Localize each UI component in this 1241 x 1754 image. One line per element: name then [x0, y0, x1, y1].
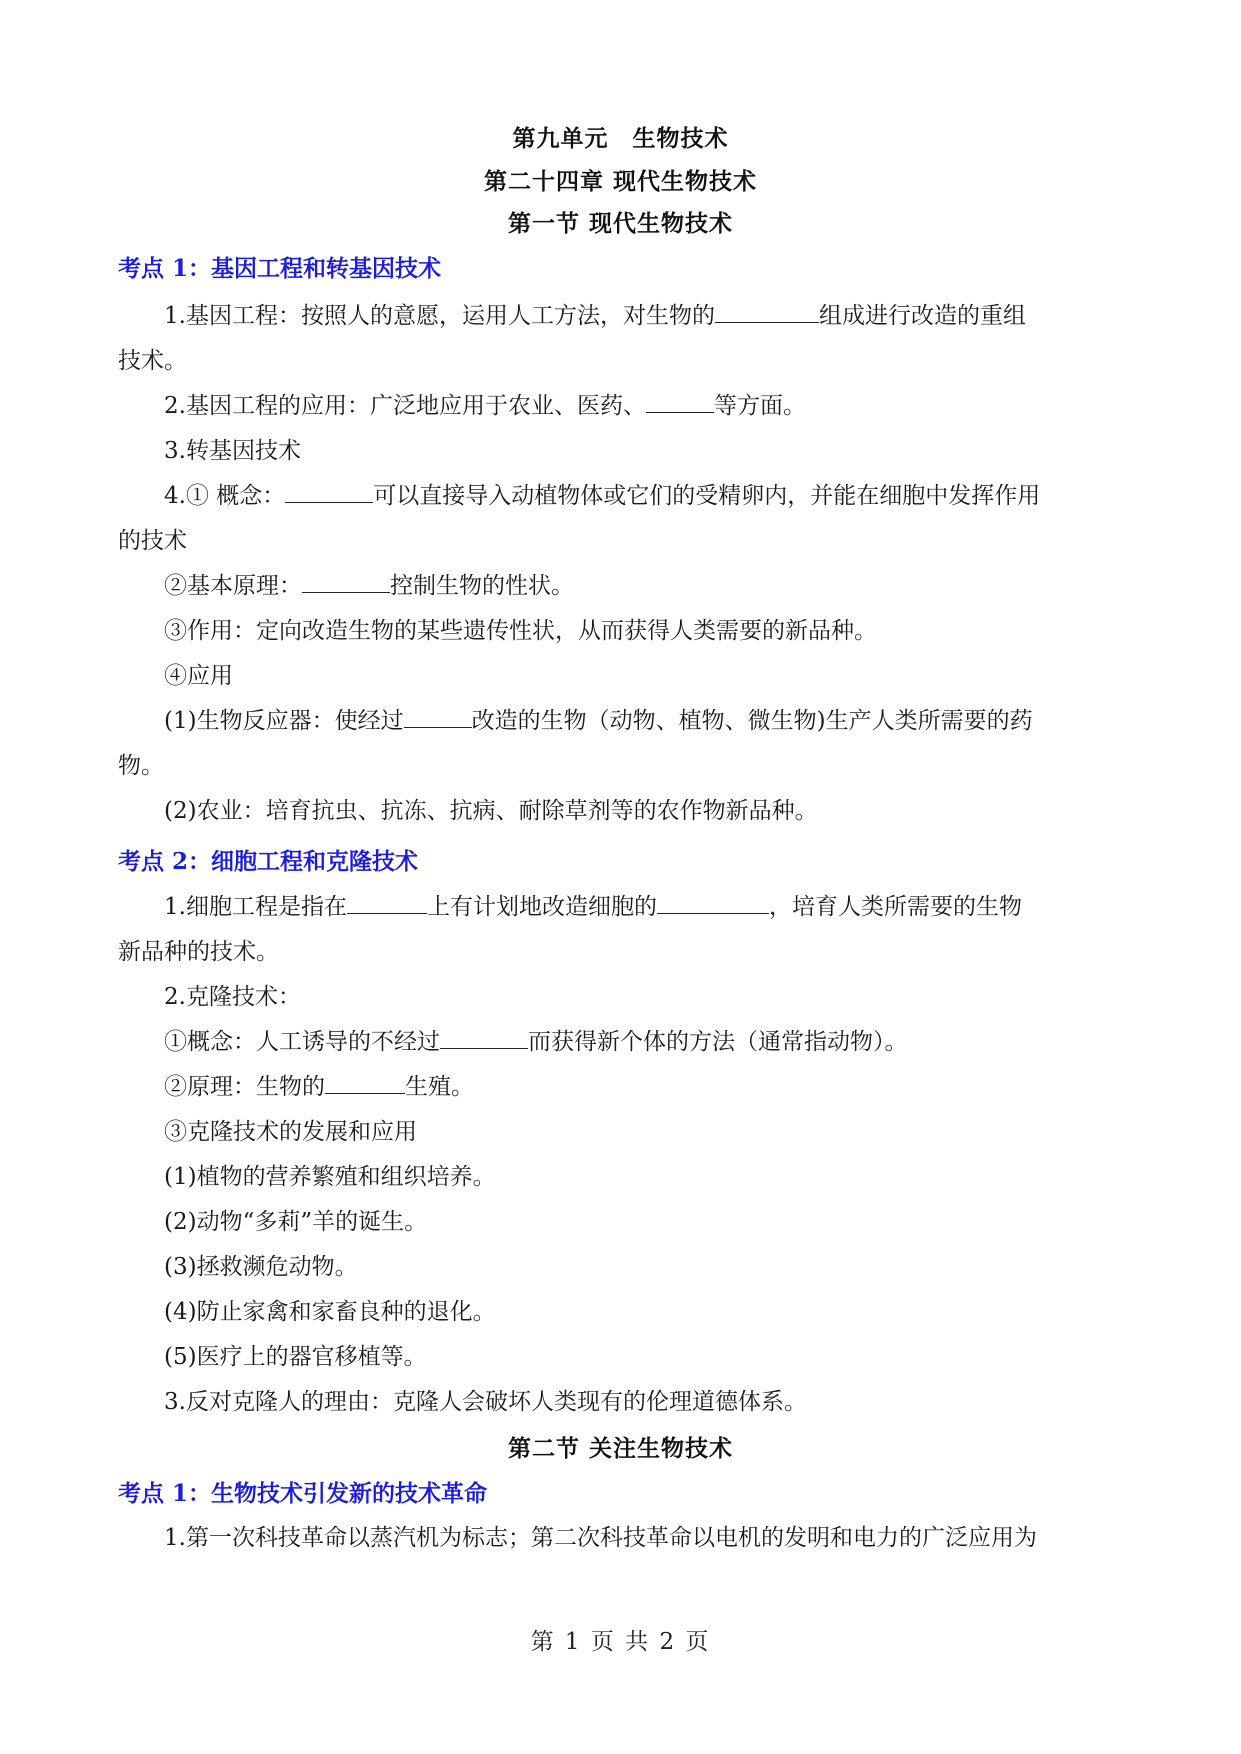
paragraph: 3.反对克隆人的理由：克隆人会破坏人类现有的伦理道德体系。	[164, 1389, 807, 1415]
paragraph	[164, 1073, 474, 1101]
text: ①概念：人工诱导的不经过	[164, 1029, 440, 1055]
text: 组成进行改造的重组	[818, 303, 1026, 329]
text: ，培育人类所需要的生物	[768, 894, 1022, 920]
text: 1.细胞工程是指在	[164, 894, 347, 920]
unit-title: 第九单元 生物技术	[512, 125, 729, 152]
paragraph: (1)植物的营养繁殖和组织培养。	[164, 1164, 496, 1190]
paragraph: ③作用：定向改造生物的某些遗传性状，从而获得人类需要的新品种。	[164, 618, 877, 644]
text: (1)生物反应器：使经过	[164, 708, 404, 734]
fill-blank	[646, 392, 714, 413]
text: 而获得新个体的方法（通常指动物）。	[528, 1029, 908, 1055]
fill-blank	[347, 893, 427, 914]
paragraph: (5)医疗上的器官移植等。	[164, 1344, 427, 1370]
fill-blank	[285, 482, 373, 503]
text: 1.基因工程：按照人的意愿，运用人工方法，对生物的	[164, 303, 715, 329]
text: 可以直接导入动植物体或它们的受精卵内，并能在细胞中发挥作用	[373, 483, 1041, 509]
paragraph	[164, 707, 1033, 735]
fill-blank	[440, 1028, 528, 1049]
chapter-title: 第二十四章 现代生物技术	[483, 168, 757, 195]
page-footer: 第 1 页 共 2 页	[530, 1629, 711, 1655]
text: ②原理：生物的	[164, 1074, 325, 1100]
paragraph: (2)动物“多莉”羊的诞生。	[164, 1209, 428, 1235]
text: 生殖。	[405, 1074, 474, 1100]
kaodian-2-title: 考点 2：细胞工程和克隆技术	[118, 848, 419, 875]
paragraph: 新品种的技术。	[118, 939, 279, 965]
text: 2.基因工程的应用：广泛地应用于农业、医药、	[164, 393, 646, 419]
paragraph	[164, 482, 1040, 510]
text: 等方面。	[713, 393, 806, 419]
text: 改造的生物（动物、植物、微生物)生产人类所需要的药	[471, 708, 1033, 734]
paragraph	[164, 302, 1026, 330]
paragraph: (3)拯救濒危动物。	[164, 1254, 358, 1280]
paragraph: (4)防止家禽和家畜良种的退化。	[164, 1299, 496, 1325]
paragraph	[164, 392, 806, 420]
fill-blank	[715, 302, 819, 323]
paragraph	[164, 893, 1022, 921]
kaodian-1-title: 考点 1：基因工程和转基因技术	[118, 255, 442, 282]
text: ②基本原理：	[164, 573, 302, 599]
paragraph: (2)农业：培育抗虫、抗冻、抗病、耐除草剂等的农作物新品种。	[164, 798, 818, 824]
section-title-2: 第二节 关注生物技术	[507, 1435, 733, 1462]
paragraph	[164, 572, 574, 600]
paragraph: 3.转基因技术	[164, 438, 301, 464]
section-title-1: 第一节 现代生物技术	[507, 210, 733, 237]
fill-blank	[302, 572, 390, 593]
paragraph: 1.第一次科技革命以蒸汽机为标志；第二次科技革命以电机的发明和电力的广泛应用为	[164, 1525, 1037, 1551]
paragraph: 技术。	[118, 348, 187, 374]
fill-blank	[325, 1073, 405, 1094]
fill-blank	[657, 893, 769, 914]
fill-blank	[404, 707, 472, 728]
paragraph: ④应用	[164, 663, 233, 689]
paragraph: 物。	[118, 753, 164, 779]
text: 上有计划地改造细胞的	[426, 894, 657, 920]
paragraph: 2.克隆技术：	[164, 984, 301, 1010]
paragraph: 的技术	[118, 528, 187, 554]
text: 4.① 概念：	[164, 483, 286, 509]
paragraph: ③克隆技术的发展和应用	[164, 1119, 417, 1145]
text: 控制生物的性状。	[390, 573, 574, 599]
paragraph	[164, 1028, 908, 1056]
kaodian-3-title: 考点 1：生物技术引发新的技术革命	[118, 1480, 488, 1507]
